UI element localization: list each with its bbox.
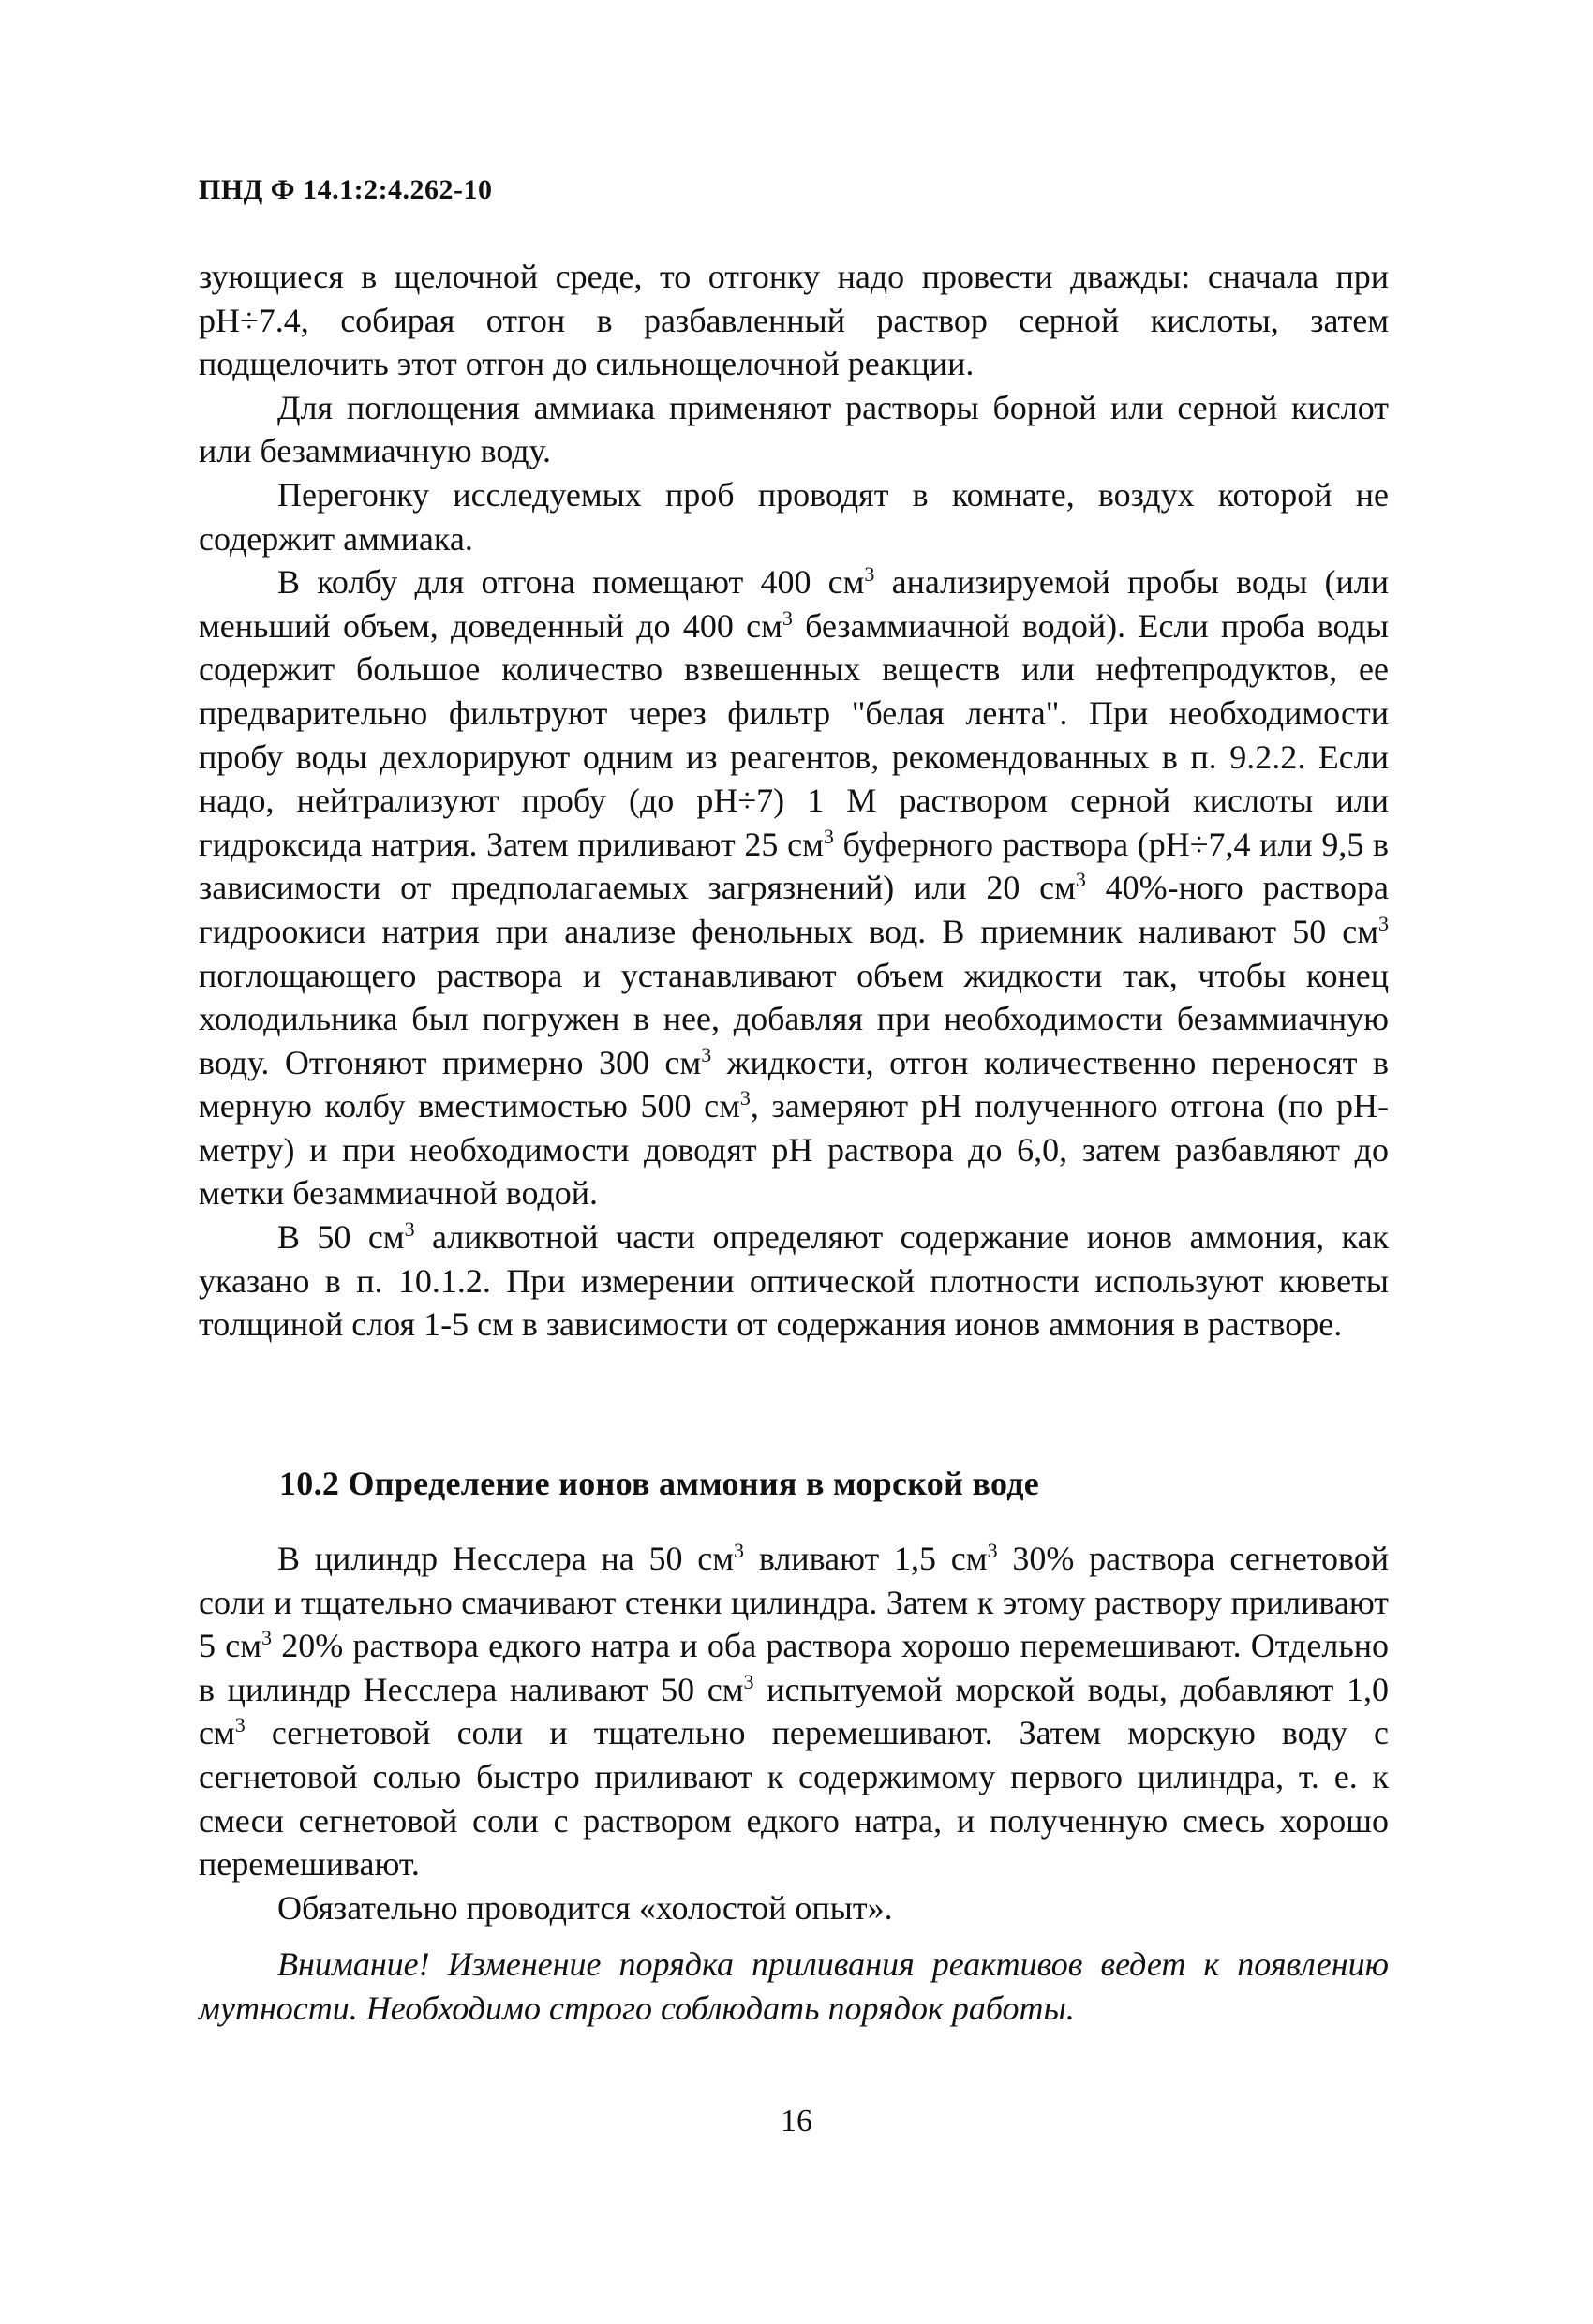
paragraph-distillation-procedure — [199, 560, 1389, 1215]
superscript-3: 3 — [1378, 911, 1389, 935]
section-title: 10.2 Определение ионов аммония в морской воде — [279, 1465, 1040, 1502]
paragraph-distillation-alkaline: зующиеся в щелочной среде, то отгонку надо провести дважды: сначала при pH÷7.4, собирая отгон в разбавленный раствор серной кислоты, затем подщелочить этот отгон до сильнощелочной реакции. — [199, 258, 1389, 383]
text-fragment: испытуемой морской воды, добавляют 1,0 см — [199, 1670, 1389, 1752]
text-fragment: 40%-ного раствора гидроокиси натрия при анализе фенольных вод. В приемник наливают 50 см — [199, 869, 1389, 950]
superscript-3: 3 — [739, 1086, 751, 1110]
warning-note: Внимание! Изменение порядка приливания реактивов ведет к появлению мутности. Необходимо строго соблюдать порядок работы. — [199, 1945, 1389, 2027]
superscript-3: 3 — [823, 824, 834, 848]
superscript-3: 3 — [1075, 868, 1086, 892]
paragraph-aliquot-measurement — [199, 1215, 1389, 1347]
superscript-3: 3 — [701, 1042, 712, 1066]
text-fragment: 30% раствора сегнетовой соли и тщательно смачивают стенки цилиндра. Затем к этому раствору приливают 5 см — [199, 1540, 1390, 1665]
superscript-3: 3 — [743, 1669, 754, 1693]
superscript-3: 3 — [987, 1539, 998, 1562]
superscript-3: 3 — [404, 1217, 415, 1242]
text-fragment: сегнетовой соли и тщательно перемешивают. Затем морскую воду с сегнетовой солью быстро приливают к содержимому первого цилиндра, т. е. к смеси сегнетовой соли с раствором едкого натра, и полученную смесь хорошо перемешивают. — [199, 1714, 1389, 1884]
superscript-3: 3 — [864, 562, 875, 587]
section-text — [199, 1537, 1389, 2031]
paragraph-nessler-procedure — [199, 1537, 1389, 1886]
superscript-3: 3 — [261, 1626, 272, 1650]
text-fragment: поглощающего раствора и устанавливают объем жидкости так, чтобы конец холодильника был погружен в нее, добавляя при необходимости безаммиачную воду. Отгоняют примерно 300 см — [199, 956, 1389, 1081]
text-fragment: В колбу для отгона помещают 400 см — [277, 563, 865, 602]
paragraph-blank-test: Обязательно проводится «холостой опыт». — [277, 1888, 893, 1927]
text-fragment: В цилиндр Несслера на 50 см — [277, 1540, 735, 1577]
body-text — [199, 255, 1389, 1347]
superscript-3: 3 — [782, 605, 793, 630]
superscript-3: 3 — [734, 1539, 745, 1562]
text-fragment: 20% раствора едкого натра и оба раствора хорошо перемешивают. Отдельно в цилиндр Несслера наливают 50 см — [199, 1627, 1389, 1708]
text-fragment: вливают 1,5 см — [744, 1540, 988, 1577]
text-fragment: , замеряют pH полученного отгона (по pH-метру) и при необходимости доводят pH раствора до 6,0, затем разбавляют до метки безаммиачной водой. — [199, 1087, 1389, 1213]
text-fragment: буферного раствора (pH÷7,4 или 9,5 в зависимости от предполагаемых загрязнений) или 20 см — [199, 825, 1389, 907]
superscript-3: 3 — [234, 1713, 246, 1737]
paragraph-ammonia-absorption: Для поглощения аммиака применяют растворы борной или серной кислот или безаммиачную воду. — [199, 388, 1389, 470]
document-code-header: ПНД Ф 14.1:2:4.262-10 — [199, 174, 493, 205]
text-fragment: аликвотной части определяют содержание ионов аммония, как указано в п. 10.1.2. При измерении оптической плотности используют кюветы толщиной слоя 1-5 см в зависимости от содержания ионов аммония в растворе. — [199, 1218, 1389, 1344]
text-fragment: жидкости, отгон количественно переносят в мерную колбу вместимостью 500 см — [199, 1043, 1389, 1125]
text-fragment: В 50 см — [277, 1218, 405, 1257]
text-fragment: безаммиачной водой). Если проба воды содержит большое количество взвешенных веществ или нефтепродуктов, ее предварительно фильтруют через фильтр "белая лента". При необходимости пробу воды дехлорируют одним из реагентов, рекомендованных в п. 9.2.2. Если надо, нейтрализуют пробу (до pH÷7) 1 М раствором серной кислоты или гидроксида натрия. Затем приливают 25 см — [199, 606, 1389, 863]
paragraph-distillation-room: Перегонку исследуемых проб проводят в комнате, воздух которой не содержит аммиака. — [199, 475, 1389, 558]
page-number: 16 — [781, 2104, 812, 2138]
text-fragment: анализируемой пробы воды (или меньший объем, доведенный до 400 см — [199, 563, 1389, 645]
